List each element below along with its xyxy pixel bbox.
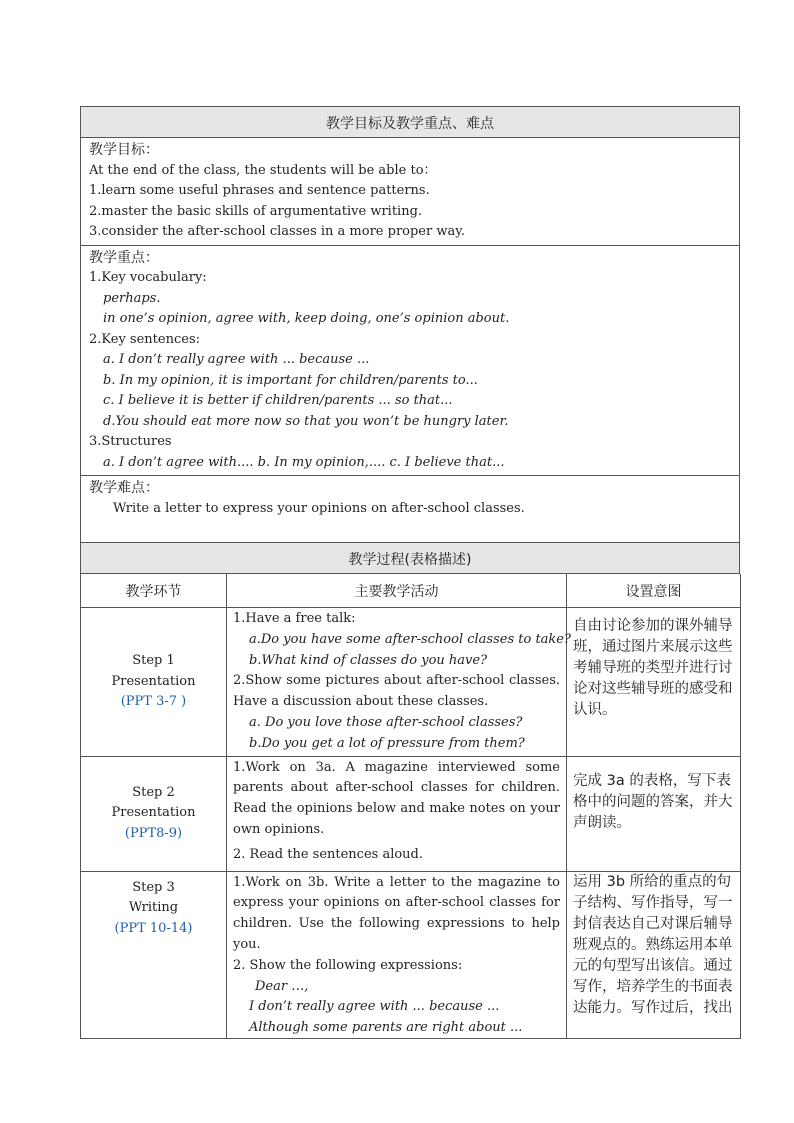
activity-cell [227,871,567,1038]
activity-line: a. Do you love those after-school classes? [249,714,523,730]
vocab-line: in one’s opinion, agree with, keep doing, one’s opinion about. [103,311,510,326]
difficulties-heading: 教学难点： [89,480,159,496]
step-cell [81,756,227,871]
activity-line: Although some parents are right about ... [249,1020,523,1036]
activity-line: b.What kind of classes do you have? [249,652,488,668]
column-header-stage: 教学环节 [81,574,227,608]
step-cell [81,608,227,757]
vocab-line: perhaps. [103,290,161,306]
key-sentence: d.You should eat more now so that you won’t be hungry later. [103,413,509,429]
column-header-purpose: 设置意图 [567,574,741,608]
difficulties-text: Write a letter to express your opinions on after-school classes. [113,500,525,516]
purpose-cell: 运用 3b 所给的重点的句子结构、写作指导，写一封信表达自己对课后辅导班观点的。熟练运用本单元的句型写出该信。通过写作，培养学生的书面表达能力。写作过后，找出 [573,873,733,1016]
column-header-activity: 主要教学活动 [227,574,567,608]
objective-item: 2.master the basic skills of argumentative writing. [89,203,423,219]
teaching-objectives [81,138,739,246]
sentences-title: 2.Key sentences: [89,331,200,347]
purpose-cell: 完成 3a 的表格，写下表格中的问题的答案，并大声朗读。 [567,756,741,871]
table-row [81,871,741,1038]
objectives-intro: At the end of the class, the students will be able to： [89,162,437,178]
key-sentence: b. In my opinion, it is important for children/parents to... [103,372,478,388]
objectives-section-header: 教学目标及教学重点、难点 [81,107,739,138]
difficulties [81,476,739,542]
objective-item: 3.consider the after-school classes in a more proper way. [89,224,465,239]
stage-label: Presentation [111,673,196,689]
key-points [81,246,739,477]
activity-cell [227,608,571,757]
ppt-range: (PPT8-9) [124,825,183,841]
ppt-range: (PPT 10-14) [114,920,193,936]
lesson-plan-page [80,106,740,1039]
table-header-row [81,574,741,608]
activity-line: a.Do you have some after-school classes to take? [249,631,571,647]
step-label: Step 3 [132,879,175,895]
objectives-block [80,106,740,542]
activity-paragraph: 1.Work on 3b. Write a letter to the magazine to express your opinions on after-school classes for children. Use the following expressions to help you. [233,874,560,952]
process-section-header: 教学过程(表格描述) [81,543,739,574]
purpose-cell: 自由讨论参加的课外辅导班，通过图片来展示这些考辅导班的类型并进行讨论对这些辅导班的感受和认识。 [567,608,741,757]
activity-line: I don’t really agree with ... because ... [249,999,500,1015]
activity-line: 2. Show the following expressions: [233,957,463,973]
table-row [81,608,741,757]
activity-paragraph: 1.Work on 3a. A magazine interviewed some parents about after-school classes for children. Read the opinions below and make notes on your own opinions. [233,759,560,837]
step-label: Step 2 [132,784,175,800]
table-row [81,756,741,871]
activity-line: 2. Read the sentences aloud. [233,846,424,862]
activity-line: 1.Have a free talk: [233,611,356,626]
activity-line: b.Do you get a lot of pressure from them? [249,735,525,751]
activity-line: Dear …, [255,978,309,994]
step-cell [81,871,227,1038]
process-table [80,574,741,1039]
purpose-cell-wrapper [567,871,741,1038]
structures-line: a. I don’t agree with.... b. In my opinion,.... c. I believe that... [103,454,505,470]
stage-label: Presentation [111,805,196,821]
objectives-heading: 教学目标： [89,142,159,158]
key-sentence: c. I believe it is better if children/parents ... so that... [103,393,453,408]
structures-title: 3.Structures [89,434,172,449]
vocab-title: 1.Key vocabulary: [89,270,207,285]
key-points-heading: 教学重点： [89,249,159,266]
key-sentence: a. I don’t really agree with ... because ... [103,352,370,367]
activity-cell [227,756,567,871]
stage-label: Writing [128,900,179,916]
ppt-range: (PPT 3-7 ) [120,694,187,710]
step-label: Step 1 [132,653,175,669]
objective-item: 1.learn some useful phrases and sentence patterns. [89,183,430,198]
process-block [80,542,740,574]
activity-paragraph: 2.Show some pictures about after-school classes. Have a discussion about these classes. [233,673,560,710]
